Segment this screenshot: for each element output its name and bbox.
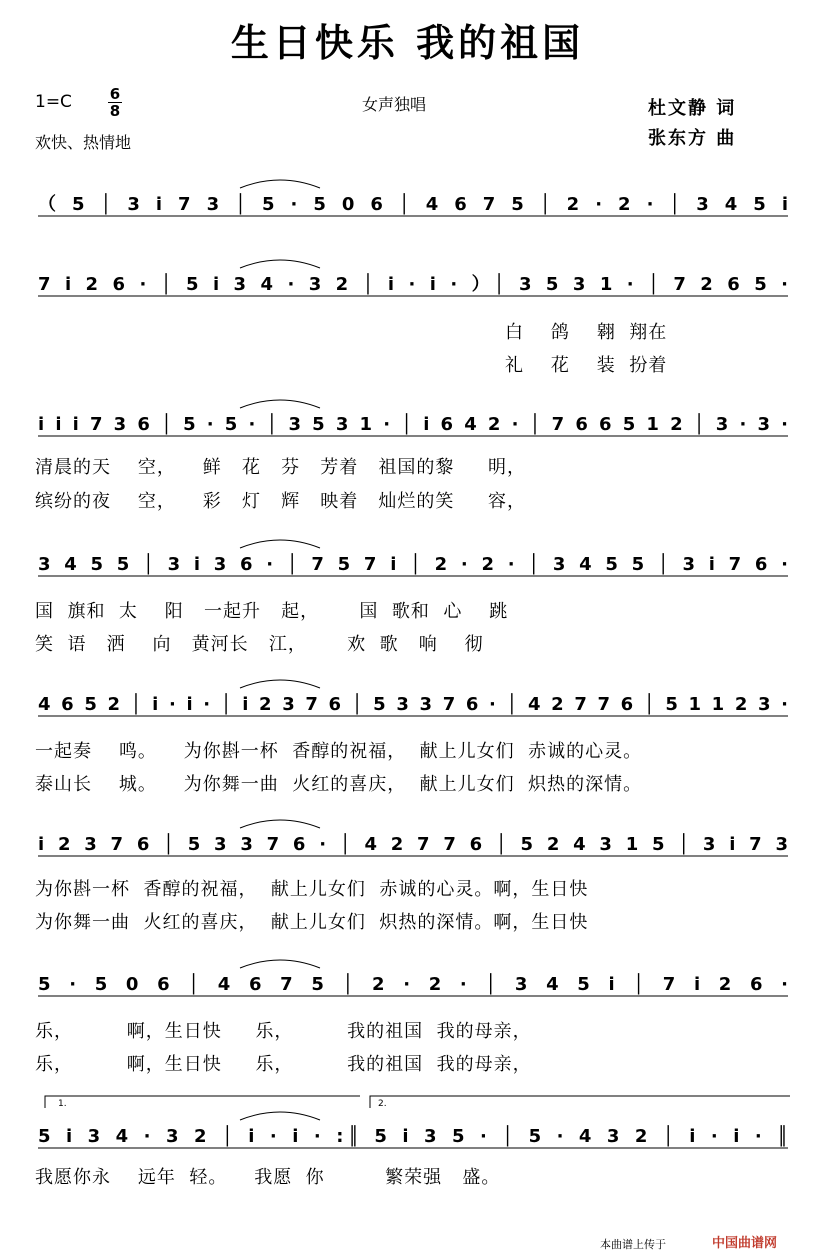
notation-row-5: 4 6 5 2 │ i · i · │ i 2 3 7 6 │ 5 3 3 7 6 · │ 4 2 7 7 6 │ 5 1 1 2 3 · xyxy=(38,694,788,715)
lyric-line-2a: 白 鸽 翱 翔在 xyxy=(505,322,668,343)
lyric-line-4b: 笑 语 洒 向 黄河长 江， 欢 歌 响 彻 xyxy=(35,634,484,655)
lyric-line-7a: 乐， 啊，生日快 乐， 我的祖国 我的母亲， xyxy=(35,1021,532,1042)
lyric-line-3b: 缤纷的夜 空， 彩 灯 辉 映着 灿烂的笑 容， xyxy=(35,491,527,512)
notation-row-2: 7 i 2 6 · │ 5 i 3 4 · 3 2 │ i · i · ）│ 3 5 3 1 · │ 7 2 6 5 · xyxy=(38,274,788,295)
notation-row-3: i i i 7 3 6 │ 5 · 5 · │ 3 5 3 1 · │ i 6 4 2 · │ 7 6 6 5 1 2 │ 3 · 3 · xyxy=(38,414,788,435)
slur-8 xyxy=(240,1112,320,1120)
notation-row-1: （ 5 │ 3 i 7 3 │ 5 · 5 0 6 │ 4 6 7 5 │ 2 · 2 · │ 3 4 5 i xyxy=(38,194,788,215)
volta-brackets xyxy=(45,1096,790,1108)
voice-type: 女声独唱 xyxy=(362,95,427,114)
notation-row-7: 5 · 5 0 6 │ 4 6 7 5 │ 2 · 2 · │ 3 4 5 i │ 7 i 2 6 · xyxy=(38,974,788,995)
slur-5 xyxy=(240,680,320,688)
lyric-line-5a: 一起奏 鸣。 为你斟一杯 香醇的祝福， 献上儿女们 赤诚的心灵。 xyxy=(35,741,643,762)
lyric-line-6b: 为你舞一曲 火红的喜庆， 献上儿女们 炽热的深情。啊，生日快 xyxy=(35,912,589,933)
slur-3 xyxy=(240,400,320,408)
song-title: 生日快乐 我的祖国 xyxy=(230,21,585,65)
volta-second-bracket xyxy=(370,1096,790,1108)
volta-first-bracket xyxy=(45,1096,360,1108)
slur-7 xyxy=(240,960,320,968)
notation-row-8: 5 i 3 4 · 3 2 │ i · i · :║ 5 i 3 5 · │ 5 · 4 3 2 │ i · i · ║ xyxy=(38,1126,789,1147)
tempo-marking: 欢快、热情地 xyxy=(35,133,132,152)
lyric-line-6a: 为你斟一杯 香醇的祝福， 献上儿女们 赤诚的心灵。啊，生日快 xyxy=(35,879,589,900)
meter-top: 6 xyxy=(109,85,121,103)
slur-6 xyxy=(240,820,320,828)
lyric-line-2b: 礼 花 装 扮着 xyxy=(505,355,668,376)
lyric-line-8: 我愿你永 远年 轻。 我愿 你 繁荣强 盛。 xyxy=(35,1167,501,1188)
key-signature: 1=C xyxy=(35,92,72,112)
slur-1 xyxy=(240,180,320,188)
site-logo: 中国曲谱网 xyxy=(712,1236,778,1251)
lyric-line-4a: 国 旗和 太 阳 一起升 起， 国 歌和 心 跳 xyxy=(35,601,509,622)
notation-row-4: 3 4 5 5 │ 3 i 3 6 · │ 7 5 7 i │ 2 · 2 · │ 3 4 5 5 │ 3 i 7 6 · xyxy=(38,554,788,575)
notation-row-6: i 2 3 7 6 │ 5 3 3 7 6 · │ 4 2 7 7 6 │ 5 2 4 3 1 5 │ 3 i 7 3 xyxy=(38,834,789,855)
meter-bottom: 8 xyxy=(109,102,121,120)
lyricist-credit: 杜文静 词 xyxy=(648,98,737,119)
slur-2 xyxy=(240,260,320,268)
slur-4 xyxy=(240,540,320,548)
composer-credit: 张东方 曲 xyxy=(648,128,737,149)
volta-second-label: 2. xyxy=(378,1099,387,1109)
footer-text: 本曲谱上传于 xyxy=(600,1238,666,1251)
lyric-line-7b: 乐， 啊，生日快 乐， 我的祖国 我的母亲， xyxy=(35,1054,532,1075)
lyric-line-5b: 泰山长 城。 为你舞一曲 火红的喜庆， 献上儿女们 炽热的深情。 xyxy=(35,774,643,795)
lyric-line-3a: 清晨的天 空， 鲜 花 芬 芳着 祖国的黎 明， xyxy=(35,457,527,478)
volta-first-label: 1. xyxy=(58,1099,67,1109)
